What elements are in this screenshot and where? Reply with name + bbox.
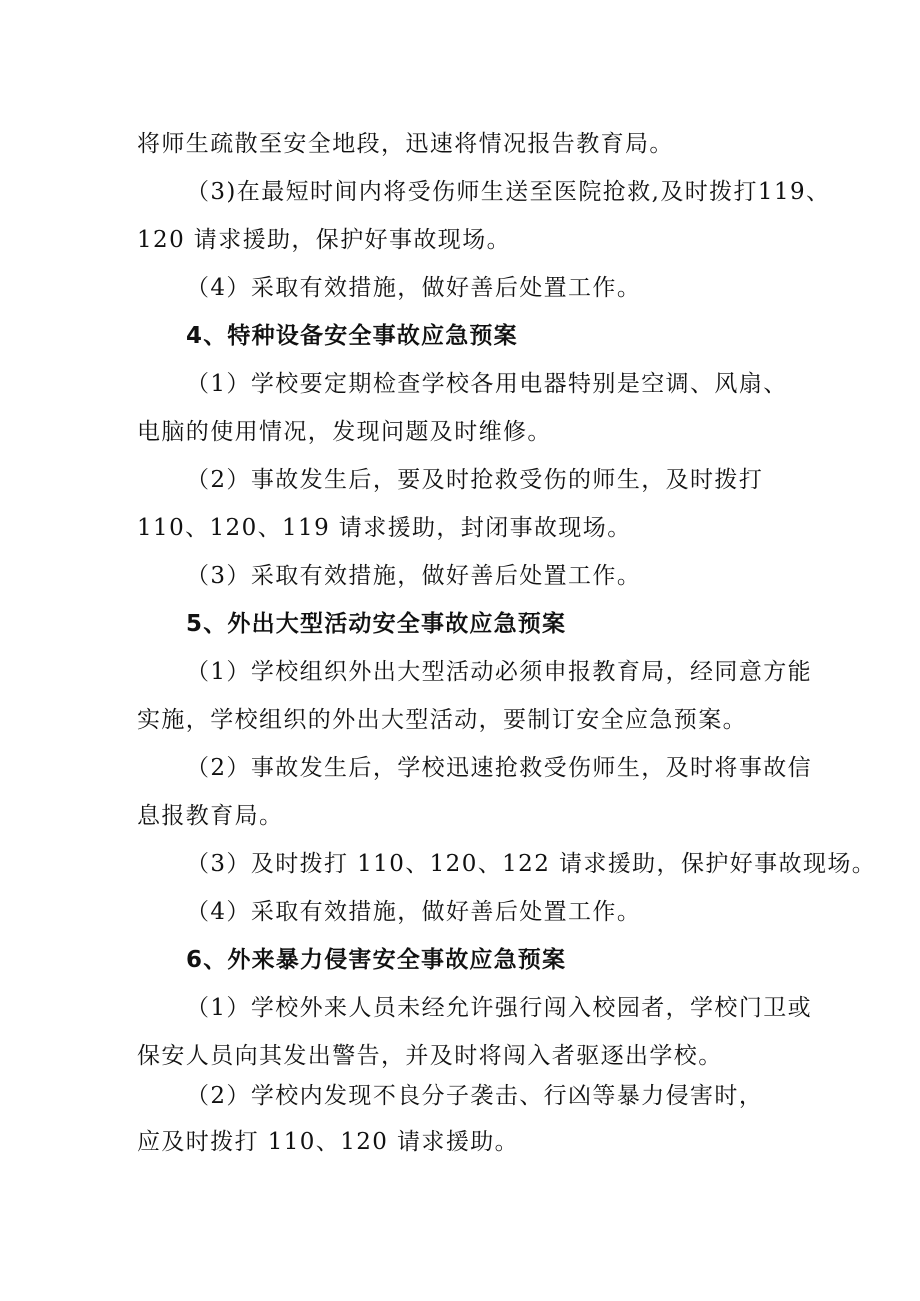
text-line-13: 实施，学校组织的外出大型活动，要制订安全应急预案。 — [137, 707, 747, 733]
text-line-7: 电脑的使用情况，发现问题及时维修。 — [137, 419, 552, 445]
text-line-3: 120 请求援助，保护好事故现场。 — [137, 227, 512, 253]
text-line-1: 将师生疏散至安全地段，迅速将情况报告教育局。 — [137, 131, 674, 157]
text-line-21: （2）学校内发现不良分子袭击、行凶等暴力侵害时， — [186, 1083, 764, 1109]
text-line-22: 应及时拨打 110、120 请求援助。 — [137, 1129, 520, 1155]
text-line-12: （1）学校组织外出大型活动必须申报教育局，经同意方能 — [186, 659, 813, 685]
text-line-4: （4）采取有效措施，做好善后处置工作。 — [186, 275, 642, 301]
text-line-16: （3）及时拨打 110、120、122 请求援助，保护好事故现场。 — [186, 851, 877, 877]
text-line-15: 息报教育局。 — [137, 803, 284, 829]
section-heading-4: 4、特种设备安全事故应急预案 — [186, 323, 518, 349]
text-line-6: （1）学校要定期检查学校各用电器特别是空调、风扇、 — [186, 371, 788, 397]
text-line-2: （3)在最短时间内将受伤师生送至医院抢救,及时拨打119、 — [186, 179, 831, 205]
text-line-14: （2）事故发生后，学校迅速抢救受伤师生，及时将事故信 — [186, 755, 813, 781]
text-line-17: （4）采取有效措施，做好善后处置工作。 — [186, 899, 642, 925]
section-heading-6: 6、外来暴力侵害安全事故应急预案 — [186, 947, 567, 973]
section-heading-5: 5、外出大型活动安全事故应急预案 — [186, 611, 567, 637]
text-line-8: （2）事故发生后，要及时抢救受伤的师生，及时拨打 — [186, 467, 764, 493]
text-line-10: （3）采取有效措施，做好善后处置工作。 — [186, 563, 642, 589]
text-line-20: 保安人员向其发出警告，并及时将闯入者驱逐出学校。 — [137, 1043, 723, 1069]
text-line-19: （1）学校外来人员未经允许强行闯入校园者，学校门卫或 — [186, 995, 813, 1021]
text-line-9: 110、120、119 请求援助，封闭事故现场。 — [137, 515, 632, 541]
